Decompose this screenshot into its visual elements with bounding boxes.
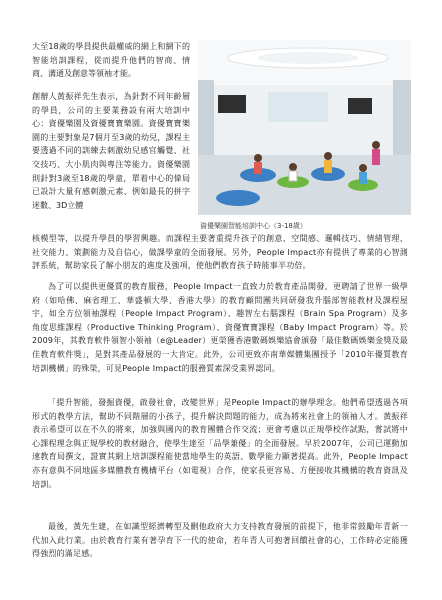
classroom-illustration	[198, 40, 411, 215]
paragraph-4: 最後，黃先生建，在如識型經濟轉型及刪他政府大力支持教育發展的前提下，他非常鼓勵年青新一代加入此行業。由於教育行業有著孕育下一代的使命，若年青人可抱著回饋社會的心，工作時必定能獲得強烈的滿足感。	[32, 522, 408, 559]
paragraph-2: 為了可以提供更優質的教育服務，People Impact一直致力於教育產品開發，更聘請了世界一級學府（如哈佛、麻省理工、華盛頓大學、香港大學）的教育顧問團共同研發我升腦部智能教材及課程屋宇，如全方位領袖課程（People Impact Program）、趣智左右腦課程（Brain Spa Program）及多角度思維課程（Productive Thinking Program）、資優寶寶課程（Baby Impact Program）等。於2009年，其教育軟件領智小領袖（e@Leader）更榮獲香港數碼娛樂協會頒發「最佳數碼娛樂金獎及最佳教育軟件獎」，是對其產品發展的一大肯定。此外，公司更致亦南華媒體集團授予「2010年優質教育培訓機構」的殊榮，可見People Impact的服務質素深受業界認同。	[32, 282, 408, 373]
photo-caption: 資優樂園智能培訓中心（3-18歲）	[200, 222, 307, 230]
paragraph-1-left: 創辦人黃振祥先生表示，為針對不同年齡層的學員，公司的主要業務設有兩大培訓中心：資優樂園及資優寶寶樂園。資優寶寶樂園的主要對象是7個月至3歲的幼兒，課程主要透過不同的訓練去刺激幼兒感官觸覺、社交技巧、大小肌肉與專注等能力。資優樂園則針對3歲至18歲的學童，單着中心的偉局已設計大量有感刺激元素、例如最長的拼字迷數、3D立體	[32, 92, 190, 210]
intro-text: 大至18歲的學員提供最權威的網上和網下的智能培訓課程，從而提升他們的智商、情商、溝通及創意等領袖才能。	[32, 42, 190, 79]
classroom-photo	[198, 40, 411, 215]
paragraph-1-continued: 核模型等，以提升學員的學習興趣。而課程主要著重提升孩子的創意、空間感、邏輯技巧、情緒管理、社交能力、策劃能力及自信心，做課學童的全面發展。另外，People Impact亦有提供了專業的心智測評系統，幫助家長了解小朋友的進度及強項，使他們教育孩子時能事半功倍。	[32, 234, 408, 271]
paragraph-3: 「提升智能，發掘資優，啟發社會，改變世界」是People Impact的辦學理念。他們希望透過各項形式的教學方法，幫助不同階層的小孩子，提升解決問題的能力，成為將來社會上的領袖人才。黃振祥表示希望可以在不久的將來，加強與國內的教育團體合作交流；更會考慮以正規學校作試點，嘗試將中心課程理念與正規學校的教材融合，使學生達至「品學兼優」的全面發展。早於2007年，公司已運動加速教育局撰文，證實其網上培訓課程能使當地學生的英語、數學能力顯著提高。此外，People Impact亦有意與不同地區多媒體教育機構平台（如電視）合作，使家長更容易、方便接收其機構的教育資訊及培訓。	[32, 398, 408, 489]
